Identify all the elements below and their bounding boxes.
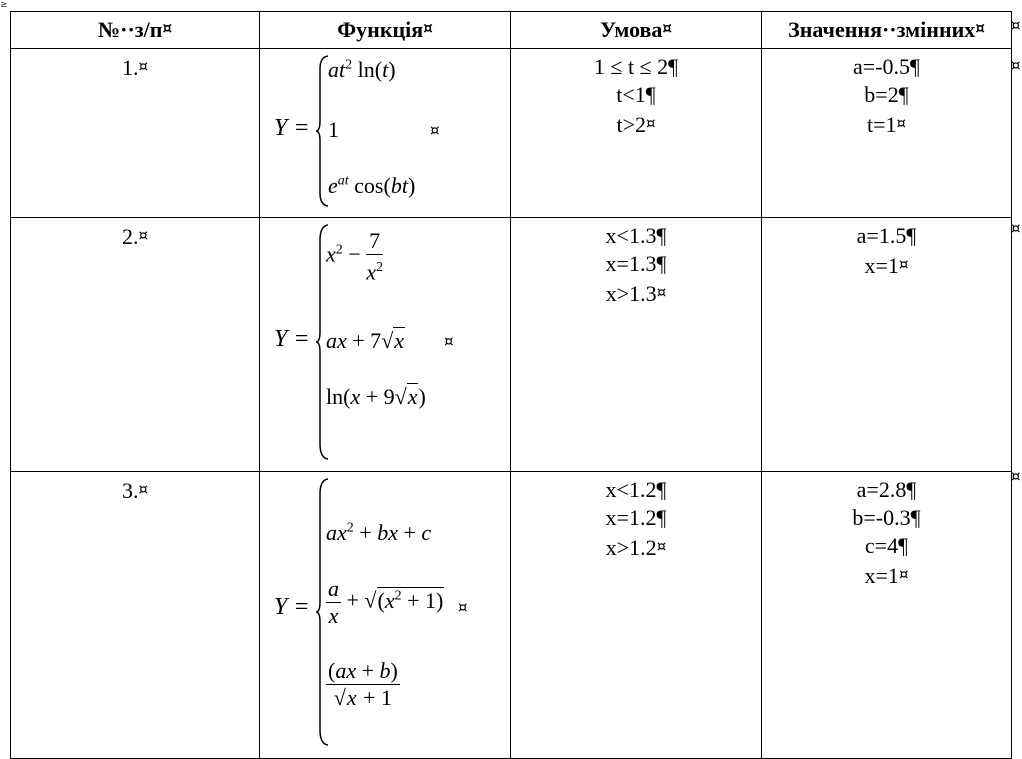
function-formula: Y = $at^2$ ln(t) 1 $e^{at}$ cos(bt) ¤ [260, 49, 511, 218]
table-row [11, 49, 1012, 218]
condition-item: x>1.2¤ [605, 535, 667, 560]
condition-list [511, 49, 762, 218]
table-row [11, 472, 1012, 759]
row-end-mark: ¤ [1011, 56, 1021, 74]
function-formula: Y = $ax^2$ + bx + c $\frac{a}{x}$ + $√(x^2 + 1)$ $\frac{(ax + b)}{√x + 1}$ ¤ [260, 472, 511, 759]
header-row [11, 12, 1012, 49]
condition-item: 1 ≤ t ≤ 2¶ [593, 54, 679, 79]
value-item: c=4¶ [864, 533, 909, 558]
value-item: b=2¶ [864, 82, 909, 107]
row-number: 2.¤ [11, 218, 260, 472]
value-item: x=1¤ [864, 563, 909, 588]
condition-item: t>2¤ [616, 112, 656, 137]
value-item: x=1¤ [864, 253, 909, 278]
function-formula: Y = $x^2$ − $\frac{7}{x^2}$ ax + 7√x ln(x + 9√x) ¤ [260, 218, 511, 472]
formula-lhs: Y = [274, 115, 310, 141]
row-number: 1.¤ [11, 49, 260, 218]
row-end-mark: ¤ [1011, 467, 1021, 485]
top-left-mark: ≥ [0, 0, 8, 10]
value-item: a=1.5¶ [856, 223, 917, 248]
value-item: t=1¤ [866, 112, 907, 137]
condition-item: x=1.2¶ [605, 505, 667, 530]
condition-item: x<1.2¶ [605, 477, 667, 502]
values-list [762, 49, 1012, 218]
header-number: №··з/п¤ [11, 12, 260, 49]
formula-lhs: Y = [274, 594, 310, 620]
value-item: b=-0.3¶ [852, 505, 921, 530]
condition-list [511, 218, 762, 472]
values-list [762, 472, 1012, 759]
table-row [11, 218, 1012, 472]
formula-case-1: $at^2$ ln(t) [328, 57, 396, 82]
condition-item: x<1.3¶ [605, 223, 667, 248]
condition-list [511, 472, 762, 759]
formula-case-2: 1 [328, 117, 339, 142]
values-list [762, 218, 1012, 472]
header-function: Функція¤ [260, 12, 511, 49]
value-item: a=-0.5¶ [853, 54, 920, 79]
condition-item: x=1.3¶ [605, 251, 667, 276]
formula-case-2: ax + 7√x [326, 328, 405, 353]
condition-item: x>1.3¤ [605, 281, 667, 306]
task-table [10, 11, 1012, 759]
header-condition: Умова¤ [511, 12, 762, 49]
formula-case-3: $\frac{(ax + b)}{√x + 1}$ [328, 658, 398, 710]
formula-case-2: $\frac{a}{x}$ + $√(x^2 + 1)$ [328, 576, 444, 628]
formula-case-3: ln(x + 9√x) [326, 384, 426, 409]
formula-lhs: Y = [274, 326, 310, 352]
value-item: a=2.8¶ [856, 477, 917, 502]
formula-case-1: $x^2$ − $\frac{7}{x^2}$ [326, 228, 383, 285]
formula-case-3: $e^{at}$ cos(bt) [328, 173, 416, 198]
row-end-mark: ¤ [1011, 219, 1021, 237]
row-end-mark: ¤ [1011, 16, 1021, 34]
formula-case-1: $ax^2$ + bx + c [326, 520, 432, 545]
condition-item: t<1¶ [616, 82, 656, 107]
row-number: 3.¤ [11, 472, 260, 759]
header-values: Значення··змінних¤ [762, 12, 1012, 49]
